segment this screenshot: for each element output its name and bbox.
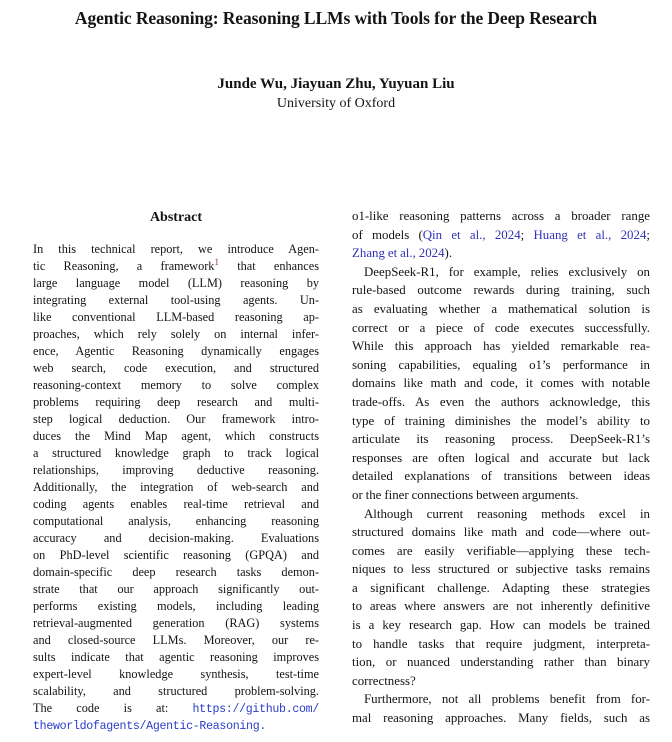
text-line [33,360,319,377]
text-segment: ; [646,227,650,242]
text-segment: on PhD-level scientific reasoning (GPQA) and [33,548,319,562]
affiliation-line: University of Oxford [276,96,396,111]
text-segment: problems requiring deep research and multi- [33,395,319,409]
text-line [352,505,650,524]
text-line [33,615,319,632]
text-line [352,412,650,431]
text-line [352,523,650,542]
text-line [33,343,319,360]
code-url-link[interactable]: . [259,720,267,733]
text-line [33,700,319,717]
text-line [33,445,319,462]
text-segment: step logical deduction. Our framework intro- [33,412,319,426]
text-line [33,377,319,394]
text-segment: web search, code execution, and structured [33,361,319,375]
text-segment: to areas where answers are not inherently definitive [352,599,650,614]
text-segment: is a key research gap. How can models be trained [352,618,650,633]
text-line [352,597,650,616]
text-segment: a structured knowledge graph to track logical [33,446,319,460]
citation-link[interactable]: Zhang et al., 2024 [352,246,445,261]
text-segment: of models ( [352,227,423,242]
text-segment: Additionally, the integration of web-search and [33,480,319,494]
text-line [352,560,650,579]
text-segment: like conventional LLM-based reasoning ap- [33,310,319,324]
text-line [352,467,650,486]
text-segment: Furthermore, not all problems benefit from for- [364,692,650,707]
text-segment: comes are easily verifiable—applying these tech- [352,543,650,558]
text-segment: relationships, improving deductive reasoning. [33,463,319,477]
text-line [352,653,650,672]
text-line [352,430,650,449]
right-column-body [352,207,650,728]
text-line [352,616,650,635]
text-line [33,581,319,598]
footnote-marker[interactable]: 1 [214,258,219,267]
text-line [33,496,319,513]
text-segment: correct or a piece of code executes successfully. [352,320,650,335]
text-line [33,683,319,700]
text-segment: retrieval-augmented generation (RAG) systems [33,616,319,630]
text-line [352,579,650,598]
code-url-link[interactable]: theworldofagents/Agentic-Reasoning [33,720,260,733]
text-line [352,449,650,468]
text-segment: While this approach has yielded remarkable rea- [352,339,650,354]
paper-title: Agentic Reasoning: Reasoning LLMs with Tools for the Deep Research [74,8,598,28]
text-line [352,337,650,356]
text-segment: Although current reasoning methods excel in [364,506,650,521]
text-segment: In this technical report, we introduce Agen- [33,242,319,256]
text-line [33,462,319,479]
text-line [352,263,650,282]
text-segment: integrating external tool-using agents. Un- [33,293,319,307]
text-segment: strate that our approach significantly out- [33,582,319,596]
text-line [33,326,319,343]
text-segment: tion, or nuanced understanding rather than binary [352,655,650,670]
authors-line: Junde Wu, Jiayuan Zhu, Yuyuan Liu [217,76,455,92]
text-line [33,547,319,564]
text-line [352,709,650,728]
text-segment: accuracy and decision-making. Evaluations [33,531,319,545]
text-line [33,717,319,734]
text-segment: trade-offs. As even the authors acknowledge, this [352,394,650,409]
citation-link[interactable]: Qin et al., 2024 [422,227,521,242]
text-segment: correctness? [352,673,416,688]
text-segment: reasoning-context memory to solve complex [33,378,319,392]
text-segment: tic Reasoning, a framework [33,259,215,273]
text-segment: rule-based outcome rewards during training, such [352,283,650,298]
text-segment: DeepSeek-R1, for example, relies exclusively on [364,264,650,279]
text-segment: performs existing models, including leading [33,599,319,613]
right-column [352,207,650,728]
text-line [352,319,650,338]
text-segment: articulate its reasoning process. DeepSeek-R1’s [352,432,650,447]
text-segment: a significant challenge. Adapting these strategies [352,580,650,595]
text-segment: as evaluating whether a mathematical solution is [352,301,650,316]
text-line [33,530,319,547]
text-line [33,428,319,445]
abstract-section [33,206,319,734]
text-segment: o1-like reasoning patterns across a broader range [352,209,650,223]
text-segment: duces the Mind Map agent, which constructs [33,429,319,443]
text-segment: structured domains like math and code—where out- [352,525,650,540]
text-segment: proaches, which rely solely on internal infer- [33,327,319,341]
text-segment: The code is at: [33,701,193,715]
text-line [33,649,319,666]
abstract-heading: Abstract [149,210,203,225]
text-line [33,632,319,649]
text-segment: type of training diminishes the model’s ability to [352,413,650,428]
text-segment: or the finer connections between arguments. [352,487,579,502]
text-line [352,542,650,561]
text-line [352,374,650,393]
text-segment: responses are often logical and accurate but lack [352,450,650,465]
text-segment: mal reasoning approaches. Many fields, such as [352,711,650,726]
text-segment: ). [444,246,453,261]
code-url-link[interactable]: https://github.com/ [192,703,319,716]
citation-link[interactable]: Huang et al., 2024 [533,227,647,242]
text-line [33,411,319,428]
text-segment: that enhances [218,259,319,273]
text-segment: and closed-source LLMs. Moreover, our re- [33,633,319,647]
text-line [33,598,319,615]
text-line [33,258,319,275]
text-line [352,672,650,691]
text-line [352,244,650,263]
text-line [33,564,319,581]
text-segment: large language model (LLM) reasoning by [33,276,319,290]
text-segment: coding agents enables real-time retrieval and [33,497,319,511]
text-segment: domain-specific deep research tasks demon- [33,565,319,579]
text-line [33,479,319,496]
text-segment: computational analysis, enhancing reasoning [33,514,319,528]
text-line [33,394,319,411]
abstract-body [33,241,319,734]
text-line [352,635,650,654]
text-segment: domains like math and code, it comes with notable [352,376,650,391]
text-segment: ence, Agentic Reasoning dynamically engages [33,344,319,358]
text-segment: niques to less structured or subjective tasks remains [352,562,650,577]
text-line [352,300,650,319]
text-line [33,241,319,258]
text-line [352,486,650,505]
text-line [352,281,650,300]
text-segment: scalability, and structured problem-solving. [33,684,319,698]
text-line [352,393,650,412]
text-line [33,292,319,309]
text-line [33,666,319,683]
text-line [352,207,650,226]
text-line [33,513,319,530]
text-line [33,309,319,326]
text-line [33,275,319,292]
text-line [352,690,650,709]
text-segment: ; [520,227,534,242]
text-segment: detailed explanations of transitions between ideas [352,469,650,484]
text-segment: expert-level knowledge synthesis, test-time [33,667,319,681]
text-segment: sults indicate that agentic reasoning improves [33,650,319,664]
text-line [352,356,650,375]
text-line [352,226,650,245]
text-segment: to handle tasks that require judgment, interpreta- [352,636,650,651]
text-segment: soning capabilities, equaling o1’s performance in [352,357,650,372]
